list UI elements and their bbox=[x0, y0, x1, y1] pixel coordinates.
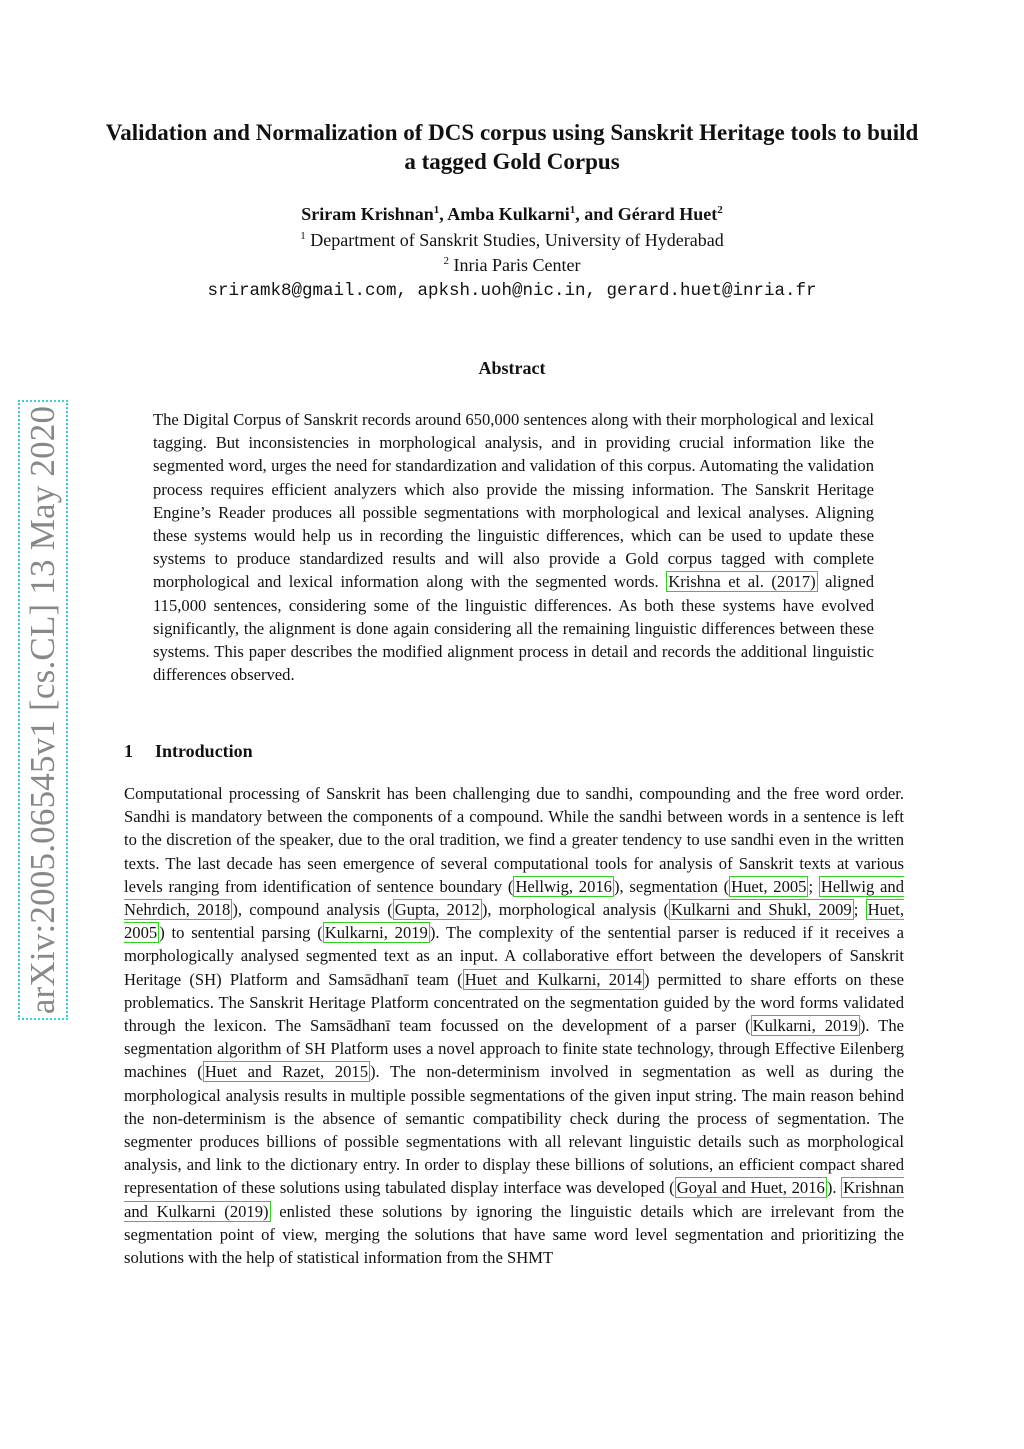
citation-link[interactable]: Huet, 2005 bbox=[124, 900, 904, 943]
citation-link[interactable]: Huet, 2005 bbox=[731, 876, 807, 896]
author-emails: sriramk8@gmail.com, apksh.uoh@nic.in, gerard.huet@inria.fr bbox=[207, 281, 817, 301]
citation-link[interactable]: Huet and Kulkarni, 2014 bbox=[464, 969, 642, 989]
citation-link[interactable]: Krishna et al. (2017) bbox=[668, 572, 816, 592]
section-number: 1 bbox=[124, 741, 133, 761]
citation-link[interactable]: Goyal and Huet, 2016 bbox=[676, 1178, 825, 1198]
author-affiliation-mark: 1 bbox=[569, 204, 576, 216]
abstract-heading: Abstract bbox=[478, 358, 546, 378]
abstract-body bbox=[153, 408, 874, 686]
body-text: ) to sentential parsing ( bbox=[159, 923, 323, 943]
author-separator: , bbox=[439, 204, 448, 224]
citation-link[interactable]: Kulkarni and Shukl, 2009 bbox=[671, 900, 852, 920]
arxiv-stamp bbox=[18, 400, 68, 1020]
author-affiliation-mark: 1 bbox=[433, 204, 440, 216]
author-name: Gérard Huet bbox=[617, 204, 718, 224]
body-text: ) permitted to share efforts on these problematics. The Sanskrit Heritage Platform concentrated on the segmentation guided by the word forms validated through the lexicon. The Samsādhanī team focussed on the development of a parser ( bbox=[124, 969, 904, 1036]
affiliation bbox=[100, 229, 924, 251]
author-list bbox=[100, 203, 924, 225]
body-text: ). The segmentation algorithm of SH Platform uses a novel approach to finite state technology, through Effective Eilenberg machines ( bbox=[124, 1016, 904, 1082]
introduction-body bbox=[124, 782, 904, 1269]
body-text: ). bbox=[826, 1178, 842, 1198]
citation-link[interactable]: Huet and Razet, 2015 bbox=[204, 1062, 368, 1082]
author-affiliation-mark: 2 bbox=[717, 204, 723, 216]
body-text: Computational processing of Sanskrit has been challenging due to sandhi, compounding and the free word order. Sandhi is mandatory between the components of a compound. While the sandhi between words in a sentence is left to the discretion of the speaker, due to the oral tradition, we find a greater tendency to use sandhi even in the written texts. The last decade has seen emergence of several computational tools for analysis of Sanskrit texts at various levels ranging from identification of sentence boundary ( bbox=[124, 784, 904, 896]
citation-link[interactable]: Hellwig, 2016 bbox=[515, 876, 612, 896]
author-name: Sriram Krishnan bbox=[301, 204, 434, 224]
body-text: ; bbox=[853, 900, 866, 920]
citation-link[interactable]: Kulkarni, 2019 bbox=[752, 1016, 858, 1036]
paper-title: Validation and Normalization of DCS corpus using Sanskrit Heritage tools to build a tagged Gold Corpus bbox=[105, 120, 919, 174]
citation-link[interactable]: Kulkarni, 2019 bbox=[324, 923, 428, 943]
body-text: ), morphological analysis ( bbox=[481, 900, 669, 920]
arxiv-stamp-text: arXiv:2005.06545v1 [cs.CL] 13 May 2020 bbox=[23, 405, 62, 1015]
citation-link[interactable]: Hellwig and Nehrdich, 2018 bbox=[124, 876, 904, 920]
affiliation-text: Inria Paris Center bbox=[453, 255, 581, 275]
citation-link[interactable]: Gupta, 2012 bbox=[394, 900, 480, 920]
body-text: ). The complexity of the sentential parser is reduced if it receives a morphologically analysed segmented text as an input. A collaborative effort between the developers of Sanskrit Heritage (SH) Platform and Samsādhanī team ( bbox=[124, 923, 904, 989]
author-name: Amba Kulkarni bbox=[447, 204, 570, 224]
section-heading bbox=[124, 741, 253, 762]
affiliation bbox=[100, 254, 924, 276]
body-text: ; bbox=[808, 876, 819, 896]
affiliation-mark: 2 bbox=[443, 255, 450, 267]
body-text: enlisted these solutions by ignoring the linguistic details which are irrelevant from the segmentation point of view, merging the solutions that have same word level segmentation and prioritizing the solutions with the help of statistical information from the SHMT bbox=[124, 1201, 904, 1268]
affiliation-mark: 1 bbox=[300, 230, 306, 242]
body-text: ), compound analysis ( bbox=[232, 900, 393, 920]
body-text: ). The non-determinism involved in segmentation as well as during the morphological analysis results in multiple possible segmentations of the given input string. The main reason behind the non-determinism is the absence of semantic compatibility check during the process of segmentation. The segmenter produces billions of possible segmentations with all relevant linguistic details such as morphological analysis, and link to the dictionary entry. In order to display these billions of solutions, an efficient compact shared representation of these solutions using tabulated display interface was developed ( bbox=[124, 1062, 904, 1198]
body-text: ), segmentation ( bbox=[613, 876, 730, 896]
abstract-text: aligned 115,000 sentences, considering some of the linguistic differences. As both these systems have evolved significantly, the alignment is done again considering all the remaining linguistic differences between these systems. This paper describes the modified alignment process in detail and records the additional linguistic differences observed. bbox=[153, 572, 874, 685]
citation-link[interactable]: Krishnan and Kulkarni (2019) bbox=[124, 1178, 904, 1221]
section-title: Introduction bbox=[155, 741, 253, 761]
author-separator: , and bbox=[575, 204, 618, 224]
affiliation-text: Department of Sanskrit Studies, University of Hyderabad bbox=[310, 230, 724, 250]
abstract-text: The Digital Corpus of Sanskrit records around 650,000 sentences along with their morphological and lexical tagging. But inconsistencies in morphological analysis, and in providing crucial information like the segmented word, urges the need for standardization and validation of this corpus. Automating the validation process requires efficient analyzers which also provide the missing information. The Sanskrit Heritage Engine’s Reader produces all possible segmentations with morphological and lexical analyses. Aligning these systems would help us in recording the linguistic differences, which can be used to update these systems to produce standardized results and will also provide a Gold corpus tagged with complete morphological and lexical information along with the segmented words. bbox=[153, 410, 874, 592]
